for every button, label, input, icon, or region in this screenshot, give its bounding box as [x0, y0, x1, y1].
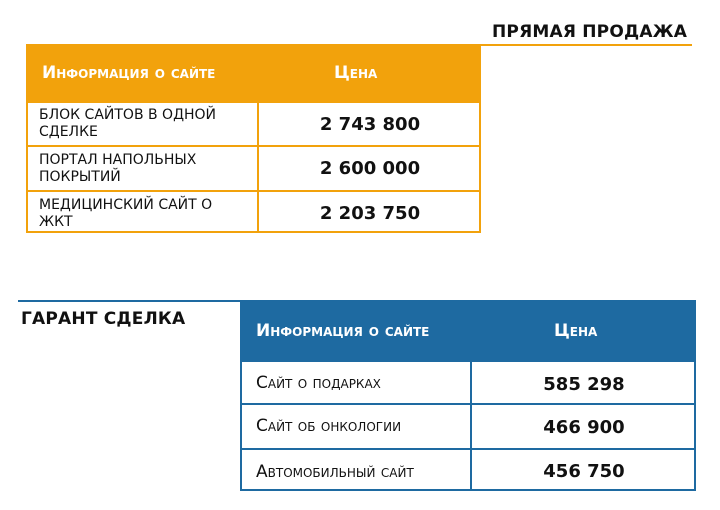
table-row	[28, 101, 479, 145]
site-name: ПОРТАЛ НАПОЛЬНЫХ ПОКРЫТИЙ	[39, 152, 197, 185]
site-price: 2 743 800	[319, 114, 421, 135]
table-row	[28, 190, 479, 233]
site-name: МЕДИЦИНСКИЙ САЙТ О ЖКТ	[39, 197, 213, 230]
site-name: Сайт об онкологии	[256, 416, 402, 436]
site-price: 2 203 750	[319, 203, 421, 224]
header-price: Цена	[334, 63, 378, 83]
site-price: 585 298	[543, 374, 625, 395]
site-price: 2 600 000	[319, 158, 421, 179]
table-row	[28, 145, 479, 190]
site-price: 466 900	[543, 417, 625, 438]
site-name: Автомобильный сайт	[256, 462, 414, 482]
direct-sale-title: ПРЯМАЯ ПРОДАЖА	[492, 22, 688, 42]
site-price: 456 750	[543, 461, 625, 482]
header-info: Информация о сайте	[42, 63, 216, 83]
site-name: Сайт о подарках	[256, 373, 381, 393]
site-name: БЛОК САЙТОВ В ОДНОЙ СДЕЛКЕ	[39, 107, 217, 140]
header-info: Информация о сайте	[256, 321, 430, 341]
direct-sale-title-underline	[480, 44, 692, 46]
escrow-title-overline	[18, 300, 240, 302]
table-row	[242, 360, 694, 403]
escrow-table-header	[242, 302, 694, 360]
escrow-title: ГАРАНТ СДЕЛКА	[21, 309, 186, 329]
table-row	[242, 448, 694, 491]
header-price: Цена	[554, 321, 598, 341]
direct-sale-table-header	[28, 46, 479, 101]
escrow-table	[240, 300, 696, 491]
table-row	[242, 403, 694, 448]
direct-sale-table	[26, 44, 481, 233]
